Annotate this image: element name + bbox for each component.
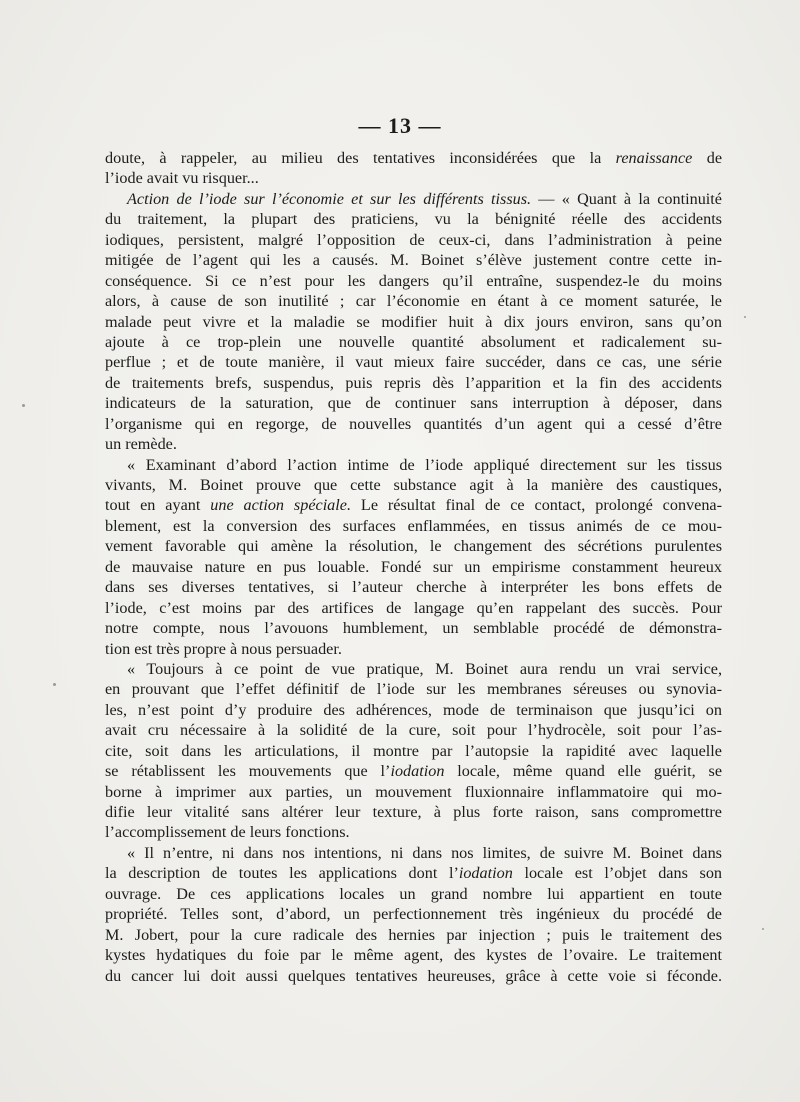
text-line <box>105 659 722 679</box>
text-run: indicateurs de la saturation, que de continuer sans interruption à déposer, dans <box>105 394 722 413</box>
text-run: ouvrage. De ces applications locales un grand nombre lui appartient en toute <box>105 884 722 903</box>
text-line <box>105 700 722 720</box>
body-text <box>105 148 722 986</box>
text-run: cite, soit dans les articulations, il montre par l’autopsie la rapidité avec laquelle <box>105 741 722 760</box>
text-run: en prouvant que l’effet définitif de l’iode sur les membranes séreuses ou synovia- <box>105 680 722 699</box>
text-run: propriété. Telles sont, d’abord, un perfectionnement très ingénieux du procédé de <box>105 905 722 924</box>
text-run: l’accomplissement de leurs fonctions. <box>105 823 350 842</box>
text-run: « Il n’entre, ni dans nos intentions, ni dans nos limites, de suivre M. Boinet dans <box>127 843 722 862</box>
text-line <box>105 925 722 945</box>
text-run: perflue ; et de toute manière, il vaut mieux faire succéder, dans ce cas, une série <box>105 353 722 372</box>
italic-text: iodation <box>390 762 445 781</box>
text-line <box>105 843 722 863</box>
text-run: doute, à rappeler, au milieu des tentatives inconsidérées que la <box>105 149 616 167</box>
text-line <box>105 904 722 924</box>
text-run: mitigée de l’agent qui les a causés. M. Boinet s’élève justement contre cette in- <box>105 251 722 270</box>
text-line <box>105 291 722 311</box>
text-run: les, n’est point d’y produire des adhérences, mode de terminaison que jusqu’ici on <box>105 700 722 719</box>
paper-speck <box>22 404 25 407</box>
text-line <box>105 516 722 536</box>
text-line <box>105 884 722 904</box>
text-run: dans ses diverses tentatives, si l’auteur cherche à interpréter les bons effets de <box>105 578 722 597</box>
text-run: borne à imprimer aux parties, un mouvement fluxionnaire inflammatoire qui mo- <box>105 782 722 801</box>
text-line <box>105 557 722 577</box>
text-run: malade peut vivre et la maladie se modifier huit à dix jours environ, sans qu’on <box>105 312 722 331</box>
text-run: notre compte, nous l’avouons humblement, un semblable procédé de démonstra- <box>105 619 722 638</box>
text-run: se rétablissent les mouvements que l’ <box>105 762 391 781</box>
text-run: locale, même quand elle guérit, se <box>444 762 722 781</box>
text-line <box>105 495 722 515</box>
text-line <box>105 455 722 475</box>
paper-speck <box>762 928 764 930</box>
text-line <box>105 148 722 168</box>
text-run: difie leur vitalité sans altérer leur texture, à plus forte raison, sans compromettre <box>105 803 722 821</box>
text-run: kystes hydatiques du foie par le même agent, des kystes de l’ovaire. Le traitement <box>105 946 722 965</box>
text-line <box>105 230 722 250</box>
text-run: du cancer lui doit aussi quelques tentatives heureuses, grâce à cette voie si féconde. <box>105 966 722 985</box>
page-number: — 13 — <box>358 113 442 138</box>
text-run: vement favorable qui amène la résolution, le changement des sécrétions purulentes <box>105 537 722 556</box>
text-line <box>105 639 722 659</box>
text-run: la description de toutes les applications dont l’ <box>105 864 459 883</box>
text-run: l’organisme qui en regorge, de nouvelles quantités d’un agent qui a cessé d’être <box>105 414 722 433</box>
text-line <box>105 741 722 761</box>
text-line <box>105 189 722 209</box>
text-line <box>105 577 722 597</box>
paper-speck <box>744 316 746 318</box>
text-line <box>105 761 722 781</box>
text-run: iodiques, persistent, malgré l’opposition de ceux-ci, dans l’administration à peine <box>105 230 722 249</box>
text-run: avait cru nécessaire à la solidité de la cure, soit pour l’hydrocèle, soit pour l’as- <box>105 721 722 740</box>
text-run: alors, à cause de son inutilité ; car l’économie en étant à ce moment saturée, le <box>105 292 722 311</box>
text-run: Le résultat final de ce contact, prolongé convena- <box>351 496 722 515</box>
text-run: de <box>692 149 722 167</box>
text-line <box>105 966 722 986</box>
text-line <box>105 679 722 699</box>
text-line <box>105 536 722 556</box>
text-run: de mauvaise nature en pus louable. Fondé sur un empirisme constamment heureux <box>105 557 722 576</box>
text-line <box>105 168 722 188</box>
text-run: blement, est la conversion des surfaces enflammées, en tissus animés de ce mou- <box>105 516 722 535</box>
text-line <box>105 209 722 229</box>
text-run: de traitements brefs, suspendus, puis repris dès l’apparition et la fin des accidents <box>105 373 722 392</box>
text-line <box>105 863 722 883</box>
text-run: conséquence. Si ce n’est pour les dangers qu’il entraîne, suspendez-le du moins <box>105 271 722 290</box>
text-line <box>105 822 722 842</box>
text-line <box>105 618 722 638</box>
text-line <box>105 373 722 393</box>
text-line <box>105 414 722 434</box>
text-line <box>105 271 722 291</box>
text-run: — « Quant à la continuité <box>531 189 722 208</box>
paper-speck <box>53 683 56 686</box>
text-line <box>105 802 722 822</box>
text-line <box>105 434 722 454</box>
text-line <box>105 782 722 802</box>
text-run: l’iode, c’est moins par des artifices de langage qu’en rappelant des succès. Pour <box>105 598 722 617</box>
italic-text: Action de l’iode sur l’économie et sur les différents tissus. <box>127 189 532 208</box>
italic-text: iodation <box>458 864 513 883</box>
text-run: tion est très propre à nous persuader. <box>105 639 342 658</box>
text-run: ajoute à ce trop-plein une nouvelle quantité absolument et radicalement su- <box>105 332 722 351</box>
italic-text: renaissance <box>615 149 693 167</box>
text-line <box>105 945 722 965</box>
text-run: vivants, M. Boinet prouve que cette substance agit à la manière des caustiques, <box>105 476 722 494</box>
text-run: « Toujours à ce point de vue pratique, M. Boinet aura rendu un vrai service, <box>127 659 722 678</box>
text-run: M. Jobert, pour la cure radicale des hernies par injection ; puis le traitement des <box>105 925 722 944</box>
text-run: du traitement, la plupart des praticiens, vu la bénignité réelle des accidents <box>105 210 722 229</box>
text-line <box>105 332 722 352</box>
text-line <box>105 475 722 495</box>
text-line <box>105 393 722 413</box>
text-line <box>105 720 722 740</box>
text-line <box>105 312 722 332</box>
text-line <box>105 598 722 618</box>
text-run: « Examinant d’abord l’action intime de l’iode appliqué directement sur les tissus <box>127 455 722 474</box>
text-run: l’iode avait vu risquer... <box>105 169 259 188</box>
text-run: tout en ayant <box>105 496 211 515</box>
italic-text: une action spéciale. <box>210 496 352 515</box>
text-line <box>105 352 722 372</box>
text-run: un remède. <box>105 435 177 454</box>
text-run: locale est l’objet dans son <box>512 864 722 883</box>
text-line <box>105 250 722 270</box>
